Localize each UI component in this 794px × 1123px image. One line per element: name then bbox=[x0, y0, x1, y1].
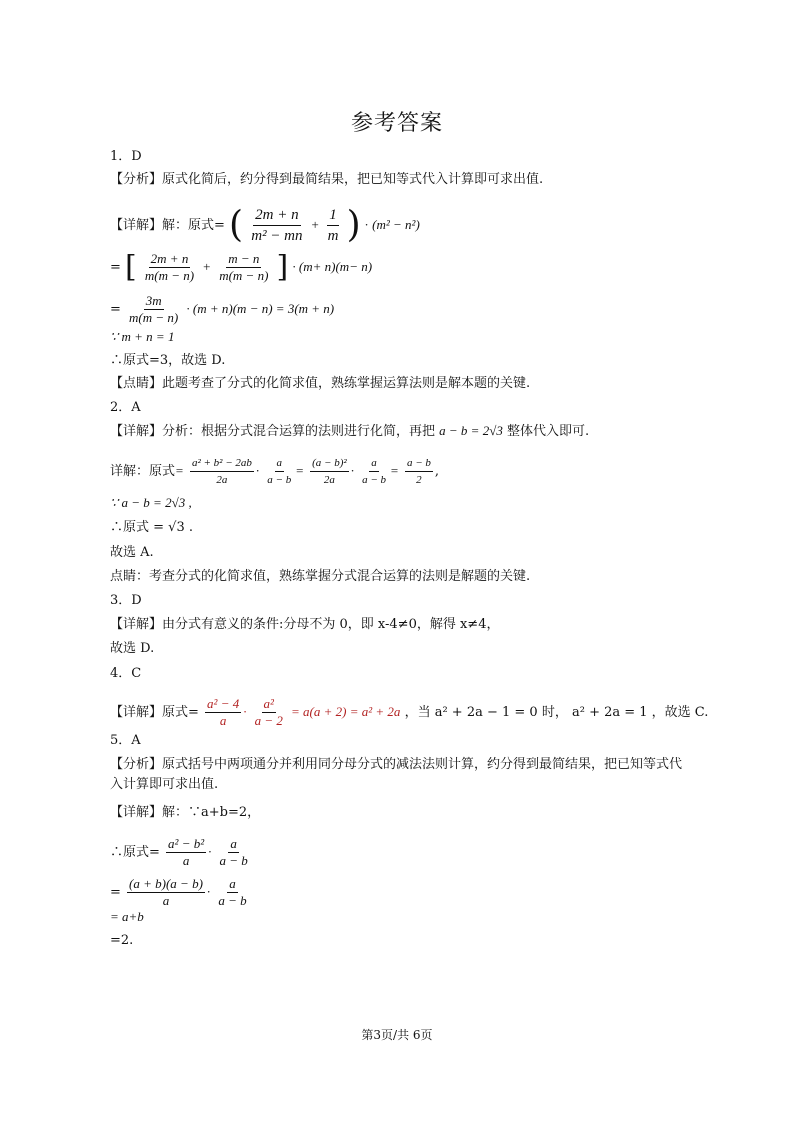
q1-step3: = $\frac{3m}{m(m - n)}$ · (m + n)(m − n) = 3(m + n) bbox=[110, 293, 335, 325]
q5-detail: 【详解】解：∵a+b=2， bbox=[110, 805, 261, 820]
q2-frac-1: $\frac{\text{a² + b² − 2ab}}{2a}$ bbox=[191, 457, 252, 486]
q1-detail-prefix: 【详解】解：原式= bbox=[110, 218, 225, 233]
q5-step1: ∴原式= $\frac{\text{a² − b²}}{a}$ · $\frac{a}{a - b}$ bbox=[110, 836, 248, 868]
q5-step2-frac-1: $\frac{(a + b)(a - b)}{a}$ bbox=[129, 876, 203, 908]
q2-answer: 2．A bbox=[110, 400, 141, 415]
q1-analysis: 【分析】原式化简后，约分得到最简结果，把已知等式代入计算即可求出值. bbox=[110, 172, 544, 187]
q4-result: = a(a + 2) = a² + 2a bbox=[291, 704, 401, 719]
q1-step3-frac: $\frac{3m}{m(m - n)}$ bbox=[129, 293, 179, 325]
q4-frac-2: $\frac{\text{a²}}{a - 2}$ bbox=[254, 696, 283, 728]
q3-choice: 故选 D. bbox=[110, 641, 155, 656]
q4-answer: 4．C bbox=[110, 666, 142, 681]
q5-step4: =2. bbox=[110, 933, 134, 948]
q2-work: 详解：原式= $\frac{\text{a² + b² − 2ab}}{2a}$ · $\frac{a}{a - b}$ = $\frac{\text{(a − b)²}}{2a}$ · $\frac{a}{a - b}$ = $\frac{a - b}{2}$ , bbox=[110, 457, 440, 486]
q5-step1-frac-1: $\frac{\text{a² − b²}}{a}$ bbox=[168, 836, 205, 868]
q1-fraction-1: $\frac{2m + n}{\text{m² − mn}}$ bbox=[251, 207, 303, 244]
q2-result: ∴原式 = √3 . bbox=[110, 520, 193, 535]
q2-frac-5: $\frac{a - b}{2}$ bbox=[406, 457, 431, 486]
q2-detail-expr: a − b = 2√3 bbox=[439, 423, 503, 438]
q1-detail-line: 【详解】解：原式= ( $\frac{2m + n}{\text{m² − mn}}$ + $\frac{1}{m}$ ) · (m² − n²) bbox=[110, 204, 420, 246]
q1-given: ∵ m + n = 1 bbox=[110, 329, 175, 344]
q1-conclusion: ∴原式=3，故选 D. bbox=[110, 353, 226, 368]
q2-choice: 故选 A. bbox=[110, 545, 154, 560]
q2-frac-3: $\frac{\text{(a − b)²}}{2a}$ bbox=[312, 457, 347, 486]
q2-given: ∵ a − b = 2√3 , bbox=[110, 495, 192, 510]
q4-frac-1: $\frac{\text{a² − 4}}{a}$ bbox=[207, 696, 240, 728]
q2-frac-2: $\frac{a}{a - b}$ bbox=[267, 457, 292, 486]
q4-detail: 【详解】原式= $\frac{\text{a² − 4}}{a}$ · $\frac{\text{a²}}{a - 2}$ = a(a + 2) = a² + 2a ，当 a² + 2a − 1 = 0 时， a² + 2a = 1 ，故选 C. bbox=[110, 696, 709, 728]
q3-answer: 3．D bbox=[110, 593, 142, 608]
q1-step2-frac-1: $\frac{2m + n}{m(m - n)}$ bbox=[144, 251, 195, 283]
q4-condition: ，当 a² + 2a − 1 = 0 时， a² + 2a = 1 ，故选 C. bbox=[404, 705, 709, 720]
q1-answer: 1．D bbox=[110, 149, 142, 164]
q1-factor: (m² − n²) bbox=[372, 217, 420, 232]
q5-answer: 5．A bbox=[110, 733, 141, 748]
page-title: 参考答案 bbox=[350, 111, 443, 136]
q1-comment: 【点睛】此题考查了分式的化简求值，熟练掌握运算法则是解本题的关键. bbox=[110, 376, 531, 391]
q5-step3: = a+b bbox=[110, 909, 144, 924]
q5-step2-frac-2: $\frac{a}{a - b}$ bbox=[218, 876, 247, 908]
page-footer: 第3页/共 6页 bbox=[361, 1028, 433, 1042]
q5-step1-frac-2: $\frac{a}{a - b}$ bbox=[219, 836, 248, 868]
q5-analysis: 【分析】原式括号中两项通分并利用同分母分式的减法法则计算，约分得到最简结果，把已知等式代入计算即可求出值. bbox=[110, 757, 683, 792]
q2-detail: 【详解】分析：根据分式混合运算的法则进行化简，再把 a − b = 2√3 整体代入即可. bbox=[110, 423, 590, 439]
q5-step2: = $\frac{(a + b)(a - b)}{a}$ · $\frac{a}{a - b}$ bbox=[110, 876, 247, 908]
q1-step2: = [ $\frac{2m + n}{m(m - n)}$ + $\frac{m - n}{m(m - n)}$ ] · (m+ n)(m− n) bbox=[110, 249, 373, 285]
q3-detail: 【详解】由分式有意义的条件:分母不为 0，即 x-4≠0，解得 x≠4， bbox=[110, 617, 500, 632]
q1-fraction-2: $\frac{1}{m}$ bbox=[327, 207, 339, 244]
q2-frac-4: $\frac{a}{a - b}$ bbox=[362, 457, 387, 486]
q1-step2-frac-2: $\frac{m - n}{m(m - n)}$ bbox=[219, 251, 269, 283]
q2-comment: 点睛：考查分式的化简求值，熟练掌握分式混合运算的法则是解题的关键. bbox=[110, 569, 531, 584]
